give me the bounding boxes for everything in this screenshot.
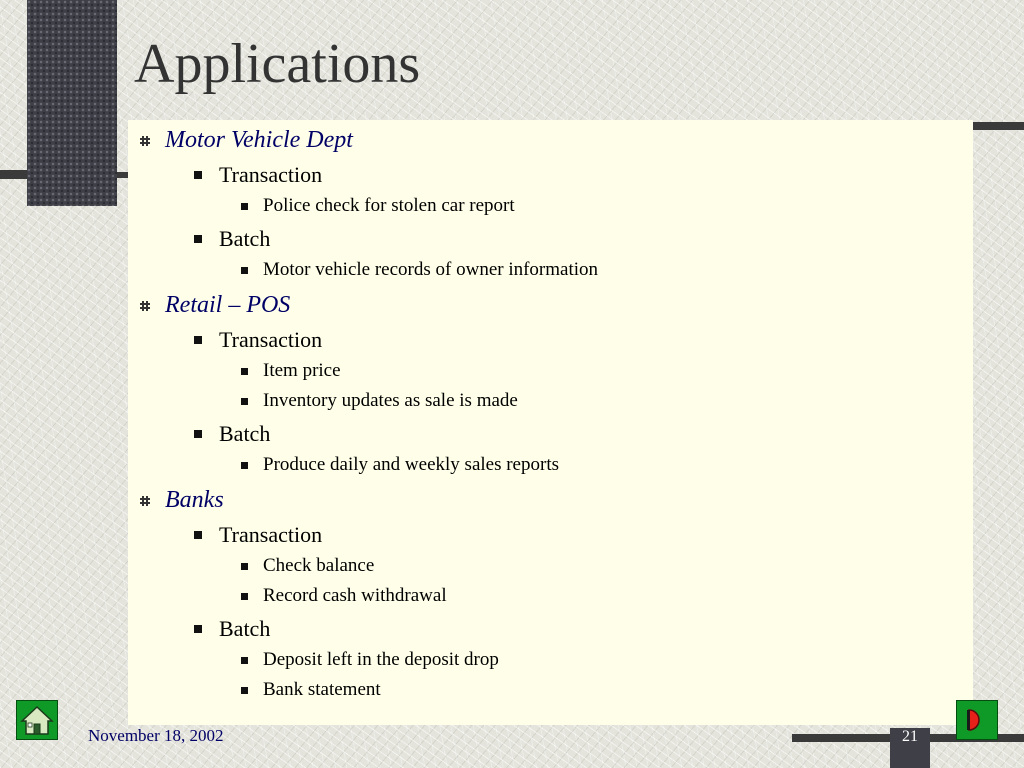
square-bullet-icon <box>241 368 248 375</box>
list-item-text: Deposit left in the deposit drop <box>263 649 499 670</box>
group-label: Transaction <box>219 522 323 547</box>
list-item-text: Inventory updates as sale is made <box>263 390 518 411</box>
group-heading <box>194 616 270 642</box>
group-heading <box>194 421 270 447</box>
home-button[interactable] <box>16 700 58 740</box>
list-item <box>241 390 518 412</box>
list-item <box>241 585 447 607</box>
square-bullet-icon <box>241 398 248 405</box>
page-number-box <box>890 728 930 768</box>
page-number: 21 <box>902 728 918 745</box>
hash-bullet-icon <box>140 136 150 146</box>
square-bullet-icon <box>194 430 202 438</box>
group-label: Batch <box>219 226 271 251</box>
list-item <box>241 360 341 382</box>
hash-bullet-icon <box>140 301 150 311</box>
list-item-text: Record cash withdrawal <box>263 585 447 606</box>
section-label: Banks <box>165 487 224 513</box>
decorative-bar-right <box>973 122 1024 130</box>
group-label: Batch <box>219 616 271 641</box>
list-item <box>241 195 515 217</box>
square-bullet-icon <box>194 531 202 539</box>
square-bullet-icon <box>194 625 202 633</box>
group-heading <box>194 327 322 353</box>
section-label: Retail – POS <box>165 292 291 318</box>
list-item <box>241 649 499 671</box>
group-label: Transaction <box>219 327 323 352</box>
decorative-dark-block <box>27 0 117 206</box>
section-heading <box>140 127 353 154</box>
square-bullet-icon <box>241 462 248 469</box>
content-panel <box>128 120 973 725</box>
group-label: Transaction <box>219 162 323 187</box>
footer-date: November 18, 2002 <box>88 726 224 745</box>
square-bullet-icon <box>194 336 202 344</box>
slide-title: Applications <box>134 33 421 95</box>
list-item-text: Check balance <box>263 555 375 576</box>
list-item <box>241 259 598 281</box>
list-item-text: Item price <box>263 360 341 381</box>
list-item <box>241 555 374 577</box>
section-heading <box>140 487 224 514</box>
square-bullet-icon <box>241 203 248 210</box>
square-bullet-icon <box>194 171 202 179</box>
list-item-text: Bank statement <box>263 679 381 700</box>
square-bullet-icon <box>241 687 248 694</box>
exit-button[interactable] <box>956 700 998 740</box>
section-heading <box>140 292 290 319</box>
hash-bullet-icon <box>140 496 150 506</box>
square-bullet-icon <box>241 267 248 274</box>
square-bullet-icon <box>241 657 248 664</box>
list-item <box>241 454 559 476</box>
group-heading <box>194 226 270 252</box>
square-bullet-icon <box>194 235 202 243</box>
list-item <box>241 679 381 701</box>
list-item-text: Produce daily and weekly sales reports <box>263 454 559 475</box>
group-label: Batch <box>219 421 271 446</box>
square-bullet-icon <box>241 563 248 570</box>
exit-door-icon <box>957 701 997 739</box>
decorative-bar-left-tail <box>117 172 128 178</box>
list-item-text: Motor vehicle records of owner information <box>263 259 599 280</box>
list-item-text: Police check for stolen car report <box>263 195 515 216</box>
house-icon <box>17 701 57 739</box>
square-bullet-icon <box>241 593 248 600</box>
group-heading <box>194 522 322 548</box>
section-label: Motor Vehicle Dept <box>165 127 353 153</box>
group-heading <box>194 162 322 188</box>
decorative-bar-left <box>0 170 27 179</box>
